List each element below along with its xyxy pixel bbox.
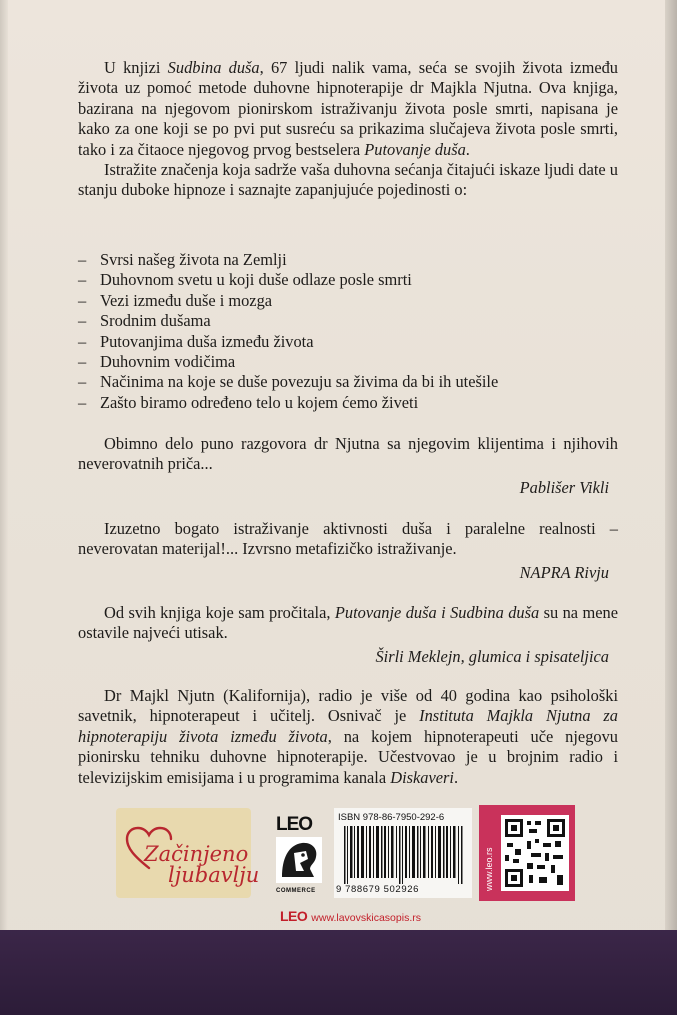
- list-item: – Duhovnim vodičima: [78, 352, 618, 372]
- quote-source: Pablišer Vikli: [519, 478, 609, 497]
- review-quote-2: [78, 519, 618, 560]
- publisher-footer: [280, 908, 421, 926]
- topics-list-container: [78, 250, 618, 413]
- quote-text: Izuzetno bogato istraživanje aktivnosti duša i paralelne realnosti – neverovatan materijal!... Izvrsno metafizičko istraživanje.: [78, 519, 618, 559]
- intro-text: .: [465, 139, 470, 159]
- quote-text-part: Od svih knjiga koje sam pročitala,: [104, 603, 335, 622]
- channel-name: Diskaveri: [390, 767, 454, 787]
- leo-mark: LEO: [280, 908, 308, 924]
- bio-text: , na kojem hipnoterapeuti uče njegovu pionirsku tehniku duhovne hipnoterapije. Učestvovao je u brojnim radio i televizijskim emisijama i u programima kanala: [78, 726, 618, 787]
- intro-text: , 67 ljudi nalik vama, seća se svojih života između života uz pomoć metode duhovne hipnoterapije dr Majkla Njutna. Ova knjiga, bazirana na njegovom pionirskom istraživanju života posle smrti, napisana je kako za one koji se po pvi put susreću sa prikazima slučajeva života posle smrti, tako i za čitaoce njegovog prvog bestselera: [78, 58, 619, 159]
- isbn-number: ISBN 978-86-7950-292-6: [338, 812, 445, 823]
- institute-name: Instituta Majkla Njutna za hipnoterapiju života između života: [78, 706, 619, 746]
- made-with-love-badge: [116, 808, 260, 898]
- barcode-block: [334, 808, 472, 898]
- leo-commerce-logo: [276, 814, 326, 894]
- quote-text-part: su na mene ostavile najveći utisak.: [78, 603, 618, 643]
- quote-text: [78, 603, 618, 644]
- intro-text: U knjizi: [104, 58, 168, 77]
- bio-text: Dr Majkl Njutn (Kalifornija), radio je više od 40 godina kao psihološki savetnik, hipnoterapeut i učitelj. Osnivač je: [78, 686, 618, 726]
- leo-logo-text: LEO: [276, 814, 313, 835]
- list-item: – Zašto biramo određeno telo u kojem ćemo živeti: [78, 393, 618, 413]
- intro-paragraph-1: [78, 58, 618, 160]
- purple-bottom-band: [0, 930, 677, 1015]
- book-title: Sudbina duša: [167, 58, 260, 77]
- list-item: – Svrsi našeg života na Zemlji: [78, 250, 618, 270]
- review-quote-3: [78, 603, 618, 644]
- list-item: – Srodnim dušama: [78, 311, 618, 331]
- topics-list: [78, 250, 618, 413]
- author-bio-text: [78, 686, 618, 788]
- qr-code-block: [479, 805, 575, 901]
- badge-line-2: ljubavlju: [168, 863, 260, 887]
- barcode-digits: 9 788679 502926: [336, 884, 419, 895]
- book-titles: Putovanje duša i Sudbina duša: [334, 603, 540, 622]
- list-item: – Vezi između duše i mozga: [78, 291, 618, 311]
- lion-icon: [276, 837, 322, 883]
- list-item: – Duhovnom svetu u koji duše odlaze posle smrti: [78, 270, 618, 290]
- publisher-url: www.lavovskicasopis.rs: [311, 912, 421, 924]
- book-title: Putovanje duša: [364, 139, 466, 159]
- cover-left-edge: [0, 0, 8, 1015]
- quote-source: Širli Meklejn, glumica i spisateljica: [375, 647, 609, 666]
- qr-url: www.leo.rs: [484, 847, 494, 891]
- quote-text: Obimno delo puno razgovora dr Njutna sa njegovim klijentima i njihovih neverovatnih priča...: [78, 434, 618, 474]
- barcode-icon: [342, 826, 466, 884]
- cover-right-edge: [665, 0, 677, 1015]
- quote-source: NAPRA Rivju: [519, 563, 609, 582]
- author-bio: [78, 686, 618, 788]
- list-item: – Putovanjima duša između života: [78, 332, 618, 352]
- bio-text: .: [453, 767, 459, 787]
- commerce-text: COMMERCE: [276, 888, 316, 894]
- badge-line-1: Začinjeno: [144, 842, 249, 866]
- review-quote-1: [78, 434, 618, 475]
- intro-section: [78, 58, 618, 201]
- qr-code-icon: [501, 815, 569, 891]
- qr-url-container: [483, 813, 497, 893]
- list-item: – Načinima na koje se duše povezuju sa živima da bi ih utešile: [78, 372, 618, 392]
- intro-paragraph-2: Istražite značenja koja sadrže vaša duhovna sećanja čitajući iskaze ljudi date u stanju duboke hipnoze i saznajte zapanjujuće pojedinosti o:: [78, 160, 618, 200]
